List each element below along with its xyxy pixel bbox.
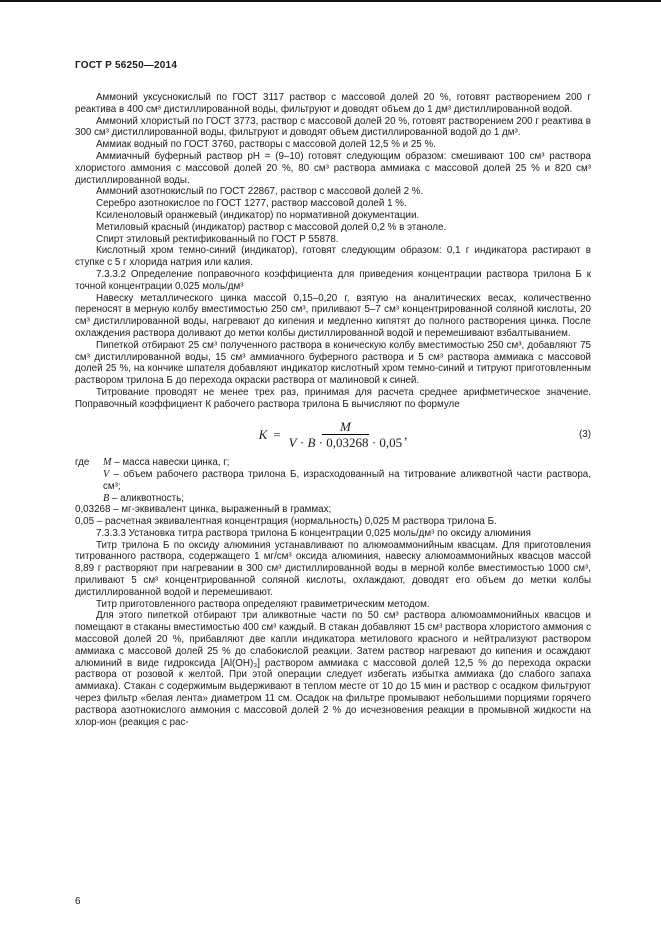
formula-denominator-v: V bbox=[288, 435, 297, 451]
document-code: ГОСТ Р 56250—2014 bbox=[75, 60, 178, 71]
paragraph: Навеску металлического цинка массой 0,15–0,20 г, взятую на аналитических весах, количественно переносят в мерную колбу вместимостью 250 см³, приливают 5–7 см³ концентрированной соляной кислоты, 20 см³ дистиллированной воды, нагревают до кипения и медленно кипятят до полного растворения цинка. После охлаждения раствора доливают до метки колбы дистиллированной водой и перемешивают взбалтыванием. bbox=[75, 292, 591, 339]
formula-fraction bbox=[288, 418, 403, 451]
where-term: 0,05 bbox=[75, 516, 95, 528]
where-definition: – мг-эквивалент цинка, выраженный в граммах; bbox=[113, 504, 332, 516]
formula-denominator bbox=[289, 435, 402, 449]
where-row bbox=[75, 516, 591, 528]
where-term: В bbox=[103, 492, 110, 504]
where-row bbox=[75, 457, 591, 469]
formula-number: (3) bbox=[579, 428, 591, 440]
where-definition: – масса навески цинка, г; bbox=[114, 457, 230, 469]
subsection-heading: 7.3.3.3 Установка титра раствора трилона Б концентрации 0,025 моль/дм³ по оксиду алюминия bbox=[96, 527, 531, 539]
where-list bbox=[75, 457, 591, 528]
paragraph: Аммоний уксуснокислый по ГОСТ 3117 раствор с массовой долей 20 %, готовят растворением 200 г реактива в 400 см³ дистиллированной воды, фильтруют и доводят объем до 1 дм³ дистиллированной водой. bbox=[75, 92, 591, 115]
where-row bbox=[75, 504, 591, 516]
formula-denominator-constants: · 0,03268 · 0,05 bbox=[315, 435, 403, 451]
subsection-heading: 7.3.3.2 Определение поправочного коэффициента для приведения концентрации раствора трилона Б к точной концентрации 0,025 моль/дм³ bbox=[75, 268, 591, 292]
formula-denominator-b: B bbox=[307, 435, 316, 451]
paragraph: Аммиачный буферный раствор рН = (9–10) готовят следующим образом: смешивают 100 см³ раствора хлористого аммония с массовой долей 20 %, 80 см³ раствора аммиака с массовой долей 25 % и 820 см³ дистиллированной воды. bbox=[75, 150, 591, 186]
where-definition: – расчетная эквивалентная концентрация (нормальность) 0,025 М раствора трилона Б. bbox=[96, 516, 497, 528]
paragraph: Для этого пипеткой отбирают три аликвотные части по 50 см³ раствора алюмоаммонийных квасцов и помещают в стаканы вместимостью 400 см³ каждый. В стакан добавляют 15 см³ раствора хлористого аммония с массовой долей 20 %, прибавляют две капли индикатора метилового красного и нейтрализуют раствором аммиака с массовой долей 25 % до слабокислой реакции. Затем раствор нагревают до кипения и осаждают алюминий в виде гидроксида [Al(OH)₃] раствором аммиака с массовой долей 12,5 % до перехода окраски раствора от розовой к желтой. При этой операции следует избегать избытка аммиака (до слабого запаха аммиака). Стакан с содержимым выдерживают в теплом месте от 10 до 15 мин и раствор с осадком фильтруют через фильтр «белая лента» диаметром 11 см. Осадок на фильтре промывают небольшими порциями горячего раствора азотнокислого аммония с массовой долей 2 % до исчезновения реакции в промывной жидкости на хлор-ион (реакция с рас- bbox=[75, 610, 591, 728]
page-number: 6 bbox=[75, 896, 81, 907]
where-definition: – аликвотность; bbox=[111, 492, 184, 504]
paragraph: Пипеткой отбирают 25 см³ полученного раствора в коническую колбу вместимостью 250 см³, добавляют 75 см³ дистиллированной воды, 15 см³ аммиачного буферного раствора и 5 см³ раствора аммиака с массовой долей 25 %, на кончике шпателя добавляют индикатор кислотный хром темно-синий и титруют приготовленным раствором трилона Б до перехода окраски раствора от малиновой к синей. bbox=[75, 339, 591, 387]
paragraph: Титр трилона Б по оксиду алюминия устанавливают по алюмоаммонийным квасцам. Для приготовления титрованного раствора, содержащего 1 мг/см³ оксида алюминия, навеску алюмоаммонийных квасцов массой 8,89 г растворяют при нагревании в 300 см³ дистиллированной воды в мерной колбе вместимостью 1000 см³, приливают 5 см³ концентрированной соляной кислоты, охлаждают, доводят его объем до метки колбы дистиллированной водой и перемешивают. bbox=[75, 539, 591, 598]
formula-equals-sign: = bbox=[273, 426, 281, 442]
paragraph: Титрование проводят не менее трех раз, принимая для расчета среднее арифметическое значение. Поправочный коэффициент К рабочего раствора трилона Б вычисляют по формуле bbox=[75, 386, 591, 410]
paragraph: Ксиленоловый оранжевый (индикатор) по нормативной документации. bbox=[96, 209, 420, 221]
where-term: М bbox=[103, 457, 112, 469]
paragraph: Кислотный хром темно-синий (индикатор), готовят следующим образом: 0,1 г индикатора растирают в ступке с 5 г хлорида натрия или калия. bbox=[75, 245, 591, 269]
where-term: V bbox=[103, 468, 110, 480]
paragraph: Метиловый красный (индикатор) раствор с массовой долей 0,2 % в этаноле. bbox=[96, 221, 447, 233]
paragraph: Аммоний хлористый по ГОСТ 3773, раствор с массовой долей 20 %, готовят растворением 200 г реактива в 300 см³ дистиллированной воды, фильтруют и доводят объем дистиллированной водой до 1 дм³. bbox=[75, 115, 591, 139]
formula bbox=[258, 418, 408, 451]
formula-comma: , bbox=[404, 426, 408, 442]
formula-lhs: K bbox=[258, 426, 268, 442]
paragraph: Серебро азотнокислое по ГОСТ 1277, раствор массовой долей 1 %. bbox=[96, 198, 407, 210]
formula-denominator-dot: · bbox=[296, 435, 308, 451]
where-row bbox=[75, 469, 591, 493]
paragraph: Аммоний азотнокислый по ГОСТ 22867, раствор с массовой долей 2 %. bbox=[96, 186, 424, 198]
paragraph: Титр приготовленного раствора определяют гравиметрическим методом. bbox=[96, 598, 430, 610]
where-row bbox=[75, 493, 591, 505]
formula-block bbox=[75, 418, 591, 451]
where-definition: – объем рабочего раствора трилона Б, израсходованный на титрование аликвотной части раствора, см³; bbox=[103, 468, 591, 492]
document-body bbox=[75, 92, 591, 728]
formula-numerator: M bbox=[322, 421, 369, 436]
paragraph: Аммиак водный по ГОСТ 3760, растворы с массовой долей 12,5 % и 25 %. bbox=[96, 139, 436, 151]
scan-border-top bbox=[0, 0, 661, 2]
paragraph: Спирт этиловый ректификованный по ГОСТ Р 55878. bbox=[96, 233, 339, 245]
where-intro: где bbox=[75, 457, 90, 469]
where-term: 0,03268 bbox=[75, 504, 111, 516]
